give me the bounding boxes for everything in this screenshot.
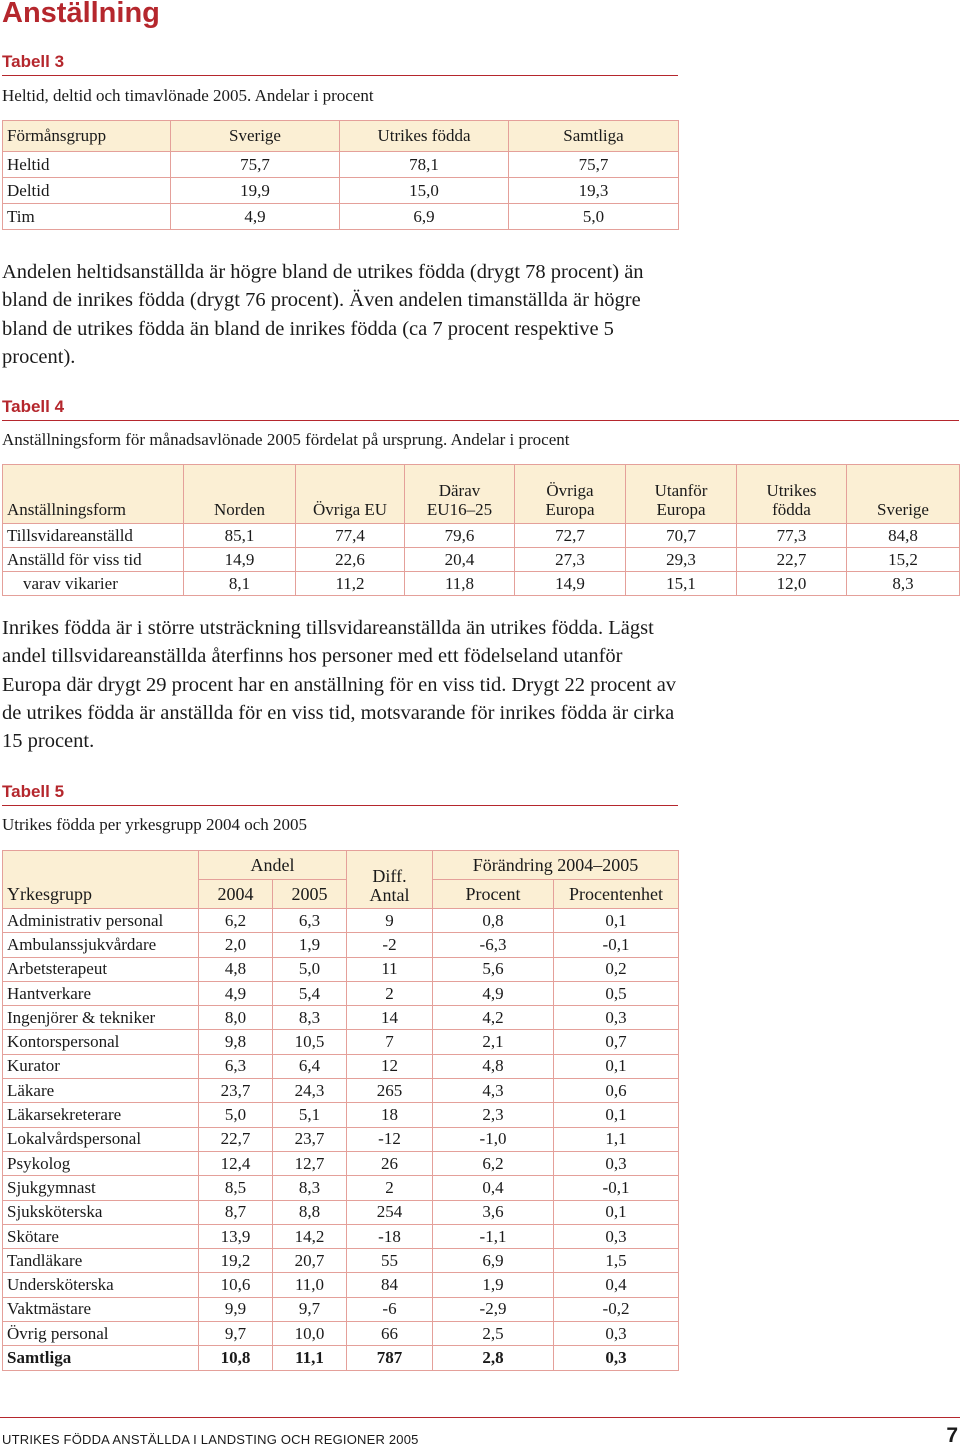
table-cell: 75,7 [509, 152, 679, 178]
table4-header-line: födda [772, 500, 811, 519]
table-cell: 10,6 [199, 1273, 273, 1297]
table-cell: -6,3 [433, 933, 554, 957]
table4-caption: Anställningsform för månadsavlönade 2005 fördelat på ursprung. Andelar i procent [2, 430, 570, 449]
table-cell: -12 [347, 1127, 433, 1151]
table5-col-diff [347, 851, 433, 909]
footer-rule [0, 1417, 960, 1418]
table-cell: 84,8 [847, 524, 960, 548]
table-cell: 19,3 [509, 178, 679, 204]
table5-diff-line2: Antal [369, 885, 410, 905]
table3-header-row [3, 121, 679, 152]
table-cell: 0,1 [554, 909, 679, 933]
table4-header-line: EU16–25 [426, 500, 493, 519]
table-row [3, 572, 960, 596]
table4-header-cell [3, 465, 184, 524]
table-cell: -1,1 [433, 1224, 554, 1248]
table-cell: 14 [347, 1006, 433, 1030]
table-cell: 8,3 [273, 1006, 347, 1030]
table3-header-cell: Sverige [171, 121, 340, 152]
table-cell: 15,2 [847, 548, 960, 572]
table-cell: 4,9 [199, 981, 273, 1005]
table-row [3, 1103, 679, 1127]
table-cell: Skötare [3, 1224, 199, 1248]
table4-header-line: Övriga EU [312, 500, 388, 519]
table-cell: 2,8 [433, 1346, 554, 1370]
table4-rule [2, 420, 959, 421]
table-row [3, 1176, 679, 1200]
table-cell: 72,7 [515, 524, 626, 548]
table-cell: 66 [347, 1322, 433, 1346]
table-cell: 78,1 [340, 152, 509, 178]
table-cell: 70,7 [626, 524, 737, 548]
table-cell: 12 [347, 1054, 433, 1078]
table4-header-row [3, 465, 960, 524]
table-cell: 12,0 [737, 572, 847, 596]
table-cell: 2,1 [433, 1030, 554, 1054]
table-cell: Anställd för viss tid [3, 548, 184, 572]
table-cell: Vaktmästare [3, 1297, 199, 1321]
table-cell: 20,4 [405, 548, 515, 572]
table-cell: 77,4 [296, 524, 405, 548]
table-cell: 2,3 [433, 1103, 554, 1127]
table-cell: 0,2 [554, 957, 679, 981]
table-cell: 11 [347, 957, 433, 981]
table-cell: Lokalvårdspersonal [3, 1127, 199, 1151]
table-row [3, 1200, 679, 1224]
table3-header-cell: Utrikes födda [340, 121, 509, 152]
table-cell: 0,3 [554, 1322, 679, 1346]
table-cell: Ambulanssjukvårdare [3, 933, 199, 957]
table5-col-yrkesgrupp: Yrkesgrupp [3, 851, 199, 909]
table5-diff-line1: Diff. [372, 866, 407, 886]
table4-label: Tabell 4 [2, 397, 65, 416]
table-cell: -6 [347, 1297, 433, 1321]
table-row [3, 1297, 679, 1321]
table-cell: 12,4 [199, 1151, 273, 1175]
table-cell: 9 [347, 909, 433, 933]
table-cell: 8,8 [273, 1200, 347, 1224]
table-cell: 8,3 [273, 1176, 347, 1200]
table-cell: 26 [347, 1151, 433, 1175]
table-row [3, 1249, 679, 1273]
table-cell: 0,3 [554, 1224, 679, 1248]
table-cell: 22,7 [199, 1127, 273, 1151]
table-cell: 14,2 [273, 1224, 347, 1248]
table-row [3, 204, 679, 230]
table-cell: 11,1 [273, 1346, 347, 1370]
table-row [3, 957, 679, 981]
table-cell: Läkarsekreterare [3, 1103, 199, 1127]
table-cell: 6,3 [273, 909, 347, 933]
table-cell: 10,8 [199, 1346, 273, 1370]
table-row [3, 1273, 679, 1297]
table5-group-andel: Andel [199, 851, 347, 880]
table4-header-line: Utanför [654, 481, 708, 500]
table-cell: 11,2 [296, 572, 405, 596]
table-cell: 22,7 [737, 548, 847, 572]
table-cell: 13,9 [199, 1224, 273, 1248]
table-cell: 12,7 [273, 1151, 347, 1175]
table5-caption: Utrikes födda per yrkesgrupp 2004 och 2005 [2, 815, 307, 834]
table-cell: 1,1 [554, 1127, 679, 1151]
table-cell: Tandläkare [3, 1249, 199, 1273]
table-cell: 8,7 [199, 1200, 273, 1224]
table-cell: 0,5 [554, 981, 679, 1005]
table-cell: 0,3 [554, 1346, 679, 1370]
table-cell: 0,1 [554, 1200, 679, 1224]
table-row [3, 981, 679, 1005]
table-cell: Tillsvidareanställd [3, 524, 184, 548]
table3-rule [2, 75, 678, 76]
table-cell: Sjuksköterska [3, 1200, 199, 1224]
table-cell: Tim [3, 204, 171, 230]
table-row [3, 1322, 679, 1346]
table-cell: 8,5 [199, 1176, 273, 1200]
table-cell: 4,9 [171, 204, 340, 230]
table-cell: 22,6 [296, 548, 405, 572]
table-cell: Sjukgymnast [3, 1176, 199, 1200]
table-cell: 6,2 [199, 909, 273, 933]
table3-header-cell: Förmånsgrupp [3, 121, 171, 152]
table-cell: Heltid [3, 152, 171, 178]
table-cell: 55 [347, 1249, 433, 1273]
table5 [2, 850, 679, 1371]
table-row [3, 1054, 679, 1078]
table4-header-line: Sverige [877, 500, 929, 519]
table-cell: 7 [347, 1030, 433, 1054]
table-cell: 6,9 [340, 204, 509, 230]
table4-header-cell [515, 465, 626, 524]
table4-header-cell [847, 465, 960, 524]
table-cell: 6,4 [273, 1054, 347, 1078]
table-cell: 1,5 [554, 1249, 679, 1273]
table-cell: 8,3 [847, 572, 960, 596]
table4-header-line: Övriga [546, 481, 594, 500]
table-cell: -0,1 [554, 1176, 679, 1200]
table-cell: Hantverkare [3, 981, 199, 1005]
table-cell: 2 [347, 1176, 433, 1200]
table-cell: 79,6 [405, 524, 515, 548]
table-cell: 10,5 [273, 1030, 347, 1054]
table5-col-2005: 2005 [273, 880, 347, 909]
table-cell: 9,7 [199, 1322, 273, 1346]
table-cell: 1,9 [273, 933, 347, 957]
table4-header-cell [737, 465, 847, 524]
table-cell: 85,1 [184, 524, 296, 548]
table4 [2, 464, 960, 596]
table4-header-line: Norden [214, 500, 265, 519]
table4-header-cell [405, 465, 515, 524]
table-row [3, 152, 679, 178]
table-row [3, 933, 679, 957]
table-cell: Ingenjörer & tekniker [3, 1006, 199, 1030]
table-row [3, 909, 679, 933]
table-cell: 787 [347, 1346, 433, 1370]
table-row [3, 1006, 679, 1030]
table5-total-row [3, 1346, 679, 1370]
table-cell: 9,7 [273, 1297, 347, 1321]
table-cell: Undersköterska [3, 1273, 199, 1297]
table4-header-cell [626, 465, 737, 524]
table-cell: 11,0 [273, 1273, 347, 1297]
table-cell: varav vikarier [3, 572, 184, 596]
table3-caption: Heltid, deltid och timavlönade 2005. Andelar i procent [2, 86, 374, 105]
table5-col-procent: Procent [433, 880, 554, 909]
table-cell: 14,9 [515, 572, 626, 596]
table-cell: -2 [347, 933, 433, 957]
table-cell: 84 [347, 1273, 433, 1297]
table3 [2, 120, 679, 230]
page-number: 7 [946, 1424, 958, 1447]
table-cell: Arbetsterapeut [3, 957, 199, 981]
table-cell: 6,9 [433, 1249, 554, 1273]
table-cell: -0,1 [554, 933, 679, 957]
table-cell: 9,9 [199, 1297, 273, 1321]
table-cell: -18 [347, 1224, 433, 1248]
table-row [3, 1030, 679, 1054]
table-cell: 15,1 [626, 572, 737, 596]
table-cell: 8,1 [184, 572, 296, 596]
table-cell: 0,7 [554, 1030, 679, 1054]
table-cell: 77,3 [737, 524, 847, 548]
table-cell: 2,0 [199, 933, 273, 957]
table4-header-cell [184, 465, 296, 524]
footer-title: UTRIKES FÖDDA ANSTÄLLDA I LANDSTING OCH REGIONER 2005 [2, 1432, 419, 1447]
paragraph-heltid: Andelen heltidsanställda är högre bland de utrikes födda (drygt 78 procent) än bland de inrikes födda (drygt 76 procent). Även andelen timanställda är högre bland de utrikes födda än bland de inrikes födda (ca 7 procent respektive 5 procent). [2, 261, 644, 368]
table-cell: 3,6 [433, 1200, 554, 1224]
table-cell: 2,5 [433, 1322, 554, 1346]
table-cell: 0,1 [554, 1103, 679, 1127]
table-cell: 4,8 [433, 1054, 554, 1078]
table-cell: 24,3 [273, 1079, 347, 1103]
table-cell: 75,7 [171, 152, 340, 178]
table-cell: 5,1 [273, 1103, 347, 1127]
table-cell: 4,2 [433, 1006, 554, 1030]
table-row [3, 1151, 679, 1175]
table-cell: -1,0 [433, 1127, 554, 1151]
table-cell: 11,8 [405, 572, 515, 596]
table-cell: -2,9 [433, 1297, 554, 1321]
table-cell: 8,0 [199, 1006, 273, 1030]
table-cell: 0,3 [554, 1151, 679, 1175]
table5-group-header-row [3, 851, 679, 880]
table-cell: Läkare [3, 1079, 199, 1103]
table-cell: 14,9 [184, 548, 296, 572]
table-cell: 265 [347, 1079, 433, 1103]
table-cell: 2 [347, 981, 433, 1005]
table-row [3, 1127, 679, 1151]
table-row [3, 178, 679, 204]
table3-header-cell: Samtliga [509, 121, 679, 152]
table4-header-line: Anställningsform [7, 500, 126, 519]
table-cell: Kontorspersonal [3, 1030, 199, 1054]
table-cell: 0,6 [554, 1079, 679, 1103]
table4-header-cell [296, 465, 405, 524]
table-cell: 29,3 [626, 548, 737, 572]
table-cell: 0,8 [433, 909, 554, 933]
table-cell: 6,3 [199, 1054, 273, 1078]
table-cell: 20,7 [273, 1249, 347, 1273]
table-cell: Deltid [3, 178, 171, 204]
table-cell: 10,0 [273, 1322, 347, 1346]
table-cell: 0,3 [554, 1006, 679, 1030]
table-cell: 19,2 [199, 1249, 273, 1273]
table4-header-line: Europa [656, 500, 706, 519]
table-cell: Psykolog [3, 1151, 199, 1175]
table-cell: 4,9 [433, 981, 554, 1005]
table-cell: 6,2 [433, 1151, 554, 1175]
table-cell: 254 [347, 1200, 433, 1224]
table5-group-change: Förändring 2004–2005 [433, 851, 679, 880]
table-cell: 18 [347, 1103, 433, 1127]
table-cell: 4,8 [199, 957, 273, 981]
table5-col-procentenhet: Procentenhet [554, 880, 679, 909]
table-cell: Samtliga [3, 1346, 199, 1370]
table-cell: 0,4 [554, 1273, 679, 1297]
table-row [3, 1224, 679, 1248]
table-cell: Övrig personal [3, 1322, 199, 1346]
paragraph-anstallningsform: Inrikes födda är i större utsträckning tillsvidareanställda än utrikes födda. Lägst andel tillsvidareanställda återfinns hos personer med ett födelseland utanför Europa där drygt 29 procent har en anställning för en viss tid. Drygt 22 procent av de utrikes födda är anställda för en viss tid, motsvarande för inrikes födda är cirka 15 procent. [2, 617, 677, 753]
table-cell: Administrativ personal [3, 909, 199, 933]
table3-label: Tabell 3 [2, 52, 65, 71]
table-cell: 5,0 [199, 1103, 273, 1127]
table-row [3, 524, 960, 548]
table-cell: 5,0 [509, 204, 679, 230]
table-cell: 9,8 [199, 1030, 273, 1054]
table5-rule [2, 805, 678, 806]
table-cell: 0,1 [554, 1054, 679, 1078]
table-row [3, 1079, 679, 1103]
table4-header-line: Därav [438, 481, 481, 500]
table-cell: -0,2 [554, 1297, 679, 1321]
table5-label: Tabell 5 [2, 782, 65, 801]
table-cell: 4,3 [433, 1079, 554, 1103]
table-cell: Kurator [3, 1054, 199, 1078]
table-cell: 19,9 [171, 178, 340, 204]
table-cell: 27,3 [515, 548, 626, 572]
table-cell: 5,0 [273, 957, 347, 981]
table-cell: 5,4 [273, 981, 347, 1005]
table4-header-line: Utrikes [766, 481, 817, 500]
table-cell: 23,7 [273, 1127, 347, 1151]
table-cell: 0,4 [433, 1176, 554, 1200]
table-cell: 5,6 [433, 957, 554, 981]
table-cell: 15,0 [340, 178, 509, 204]
table-row [3, 548, 960, 572]
table5-col-2004: 2004 [199, 880, 273, 909]
table-cell: 1,9 [433, 1273, 554, 1297]
page-heading: Anställning [2, 0, 160, 29]
table-cell: 23,7 [199, 1079, 273, 1103]
table4-header-line: Europa [545, 500, 595, 519]
